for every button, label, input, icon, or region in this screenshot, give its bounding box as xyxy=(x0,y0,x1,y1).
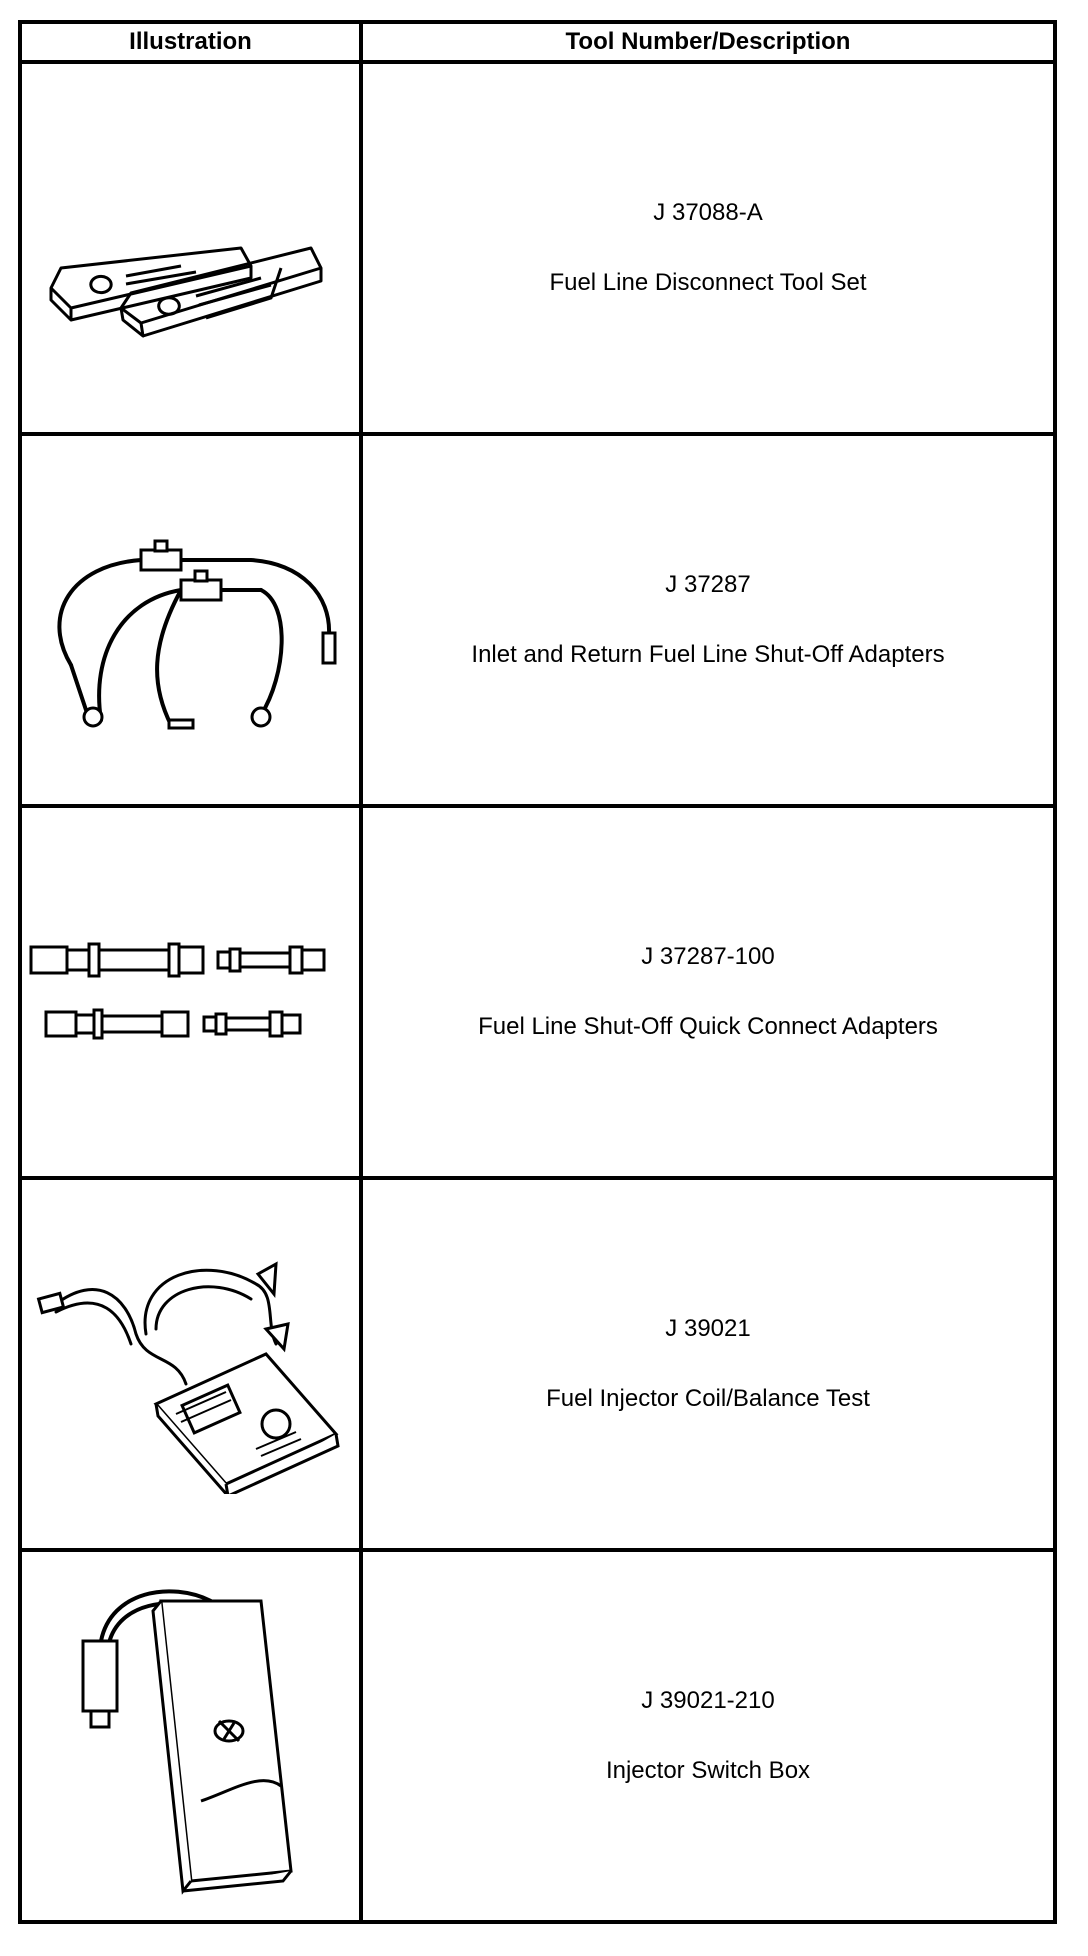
table-row xyxy=(20,434,1055,806)
table-row xyxy=(20,1550,1055,1922)
illustration-cell xyxy=(20,62,361,434)
header-tool-number-description: Tool Number/Description xyxy=(361,22,1055,62)
injector-switch-box-icon xyxy=(61,1571,321,1901)
tool-cell xyxy=(361,806,1055,1178)
quick-connect-adapters-icon xyxy=(26,922,356,1062)
tool-number: J 37287 xyxy=(665,571,751,598)
tool-cell xyxy=(361,62,1055,434)
header-illustration: Illustration xyxy=(20,22,361,62)
tool-description: Fuel Line Shut-Off Quick Connect Adapters xyxy=(478,1013,938,1040)
tool-cell xyxy=(361,434,1055,806)
table-row xyxy=(20,806,1055,1178)
illustration-cell xyxy=(20,806,361,1178)
tool-number: J 37287-100 xyxy=(641,943,775,970)
tool-number: J 37088-A xyxy=(653,199,763,226)
injector-tester-icon xyxy=(26,1234,356,1494)
special-tools-table xyxy=(18,20,1057,1924)
header-row xyxy=(20,22,1055,62)
fuel-line-disconnect-tool-icon xyxy=(31,148,351,348)
tool-description: Fuel Line Disconnect Tool Set xyxy=(549,269,867,296)
tool-number: J 39021-210 xyxy=(641,1687,775,1714)
tool-cell xyxy=(361,1550,1055,1922)
table-row xyxy=(20,62,1055,434)
shut-off-adapters-hoses-icon xyxy=(31,505,351,735)
illustration-cell xyxy=(20,1550,361,1922)
illustration-cell xyxy=(20,1178,361,1550)
tool-description: Injector Switch Box xyxy=(605,1757,811,1784)
tool-cell xyxy=(361,1178,1055,1550)
table-row xyxy=(20,1178,1055,1550)
tool-description: Fuel Injector Coil/Balance Test xyxy=(546,1385,870,1412)
tool-description: Inlet and Return Fuel Line Shut-Off Adapters xyxy=(471,641,945,668)
illustration-cell xyxy=(20,434,361,806)
tool-number: J 39021 xyxy=(665,1315,751,1342)
